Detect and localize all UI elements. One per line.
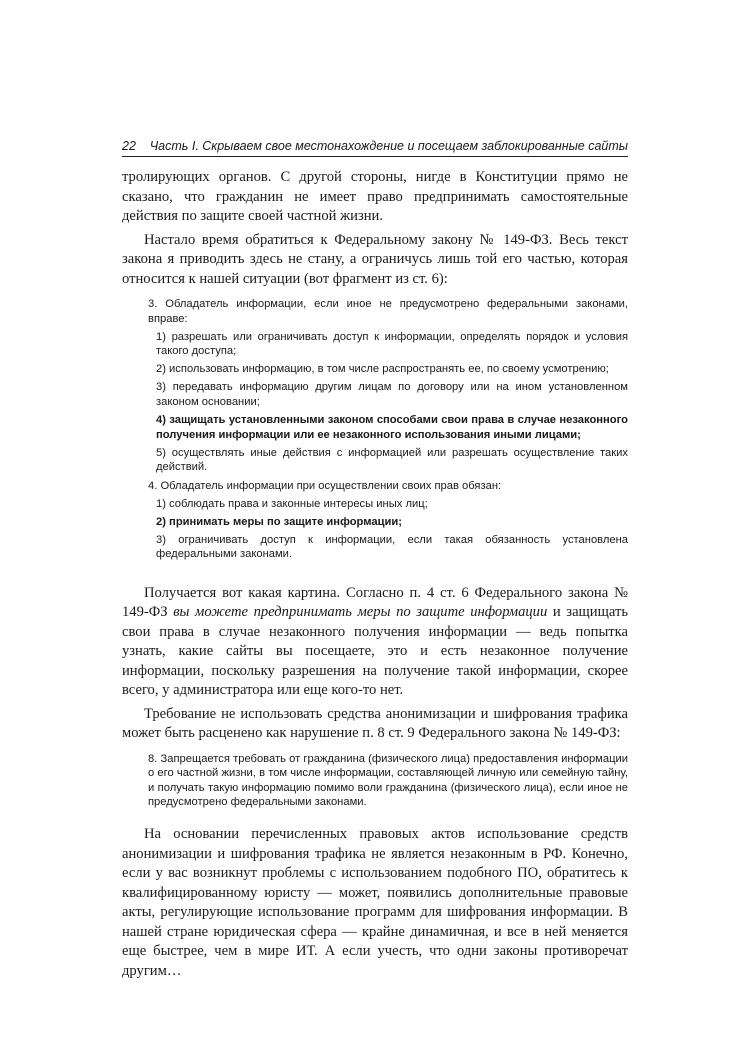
running-header [122, 138, 628, 157]
page-body [122, 168, 628, 981]
quote-item-3-4: 4) защищать установленными законом способами свои права в случае незаконного получения информации или ее незаконного использования иными лицами; [156, 414, 628, 441]
law-quote-article-6 [122, 297, 628, 562]
paragraph-requirement: Требование не использовать средства анонимизации и шифрования трафика может быть расценено как нарушение п. 8 ст. 9 Федерального закона № 149-ФЗ: [122, 705, 628, 741]
paragraph-law-intro: Настало время обратиться к Федеральному закону № 149-ФЗ. Весь текст закона я приводить здесь не стану, а ограничусь лишь той его частью, которая относится к нашей ситуации (вот фрагмент из ст. 6): [122, 231, 628, 287]
paragraph-conclusion-start: Получается вот какая картина. Согласно п. 4 ст. 6 Федерального закона № 149-ФЗ [122, 584, 628, 620]
paragraph-conclusion [122, 584, 628, 701]
paragraph-conclusion-end: и защищать свои права в случае незаконного получения информации — ведь попытка узнать, какие сайты вы посещаете, это и есть незаконное получение информации, поскольку разрешения на получение такой информации, скорее всего, у администратора или еще кого-то нет. [122, 604, 628, 698]
quote-item-8: 8. Запрещается требовать от гражданина (физического лица) предоставления информации о его частной жизни, в том числе информации, составляющей личную или семейную тайну, и получать такую информацию помимо воли гражданина (физического лица), если иное не предусмотрено федеральными законами. [148, 752, 628, 809]
quote-item-3: 3. Обладатель информации, если иное не предусмотрено федеральными законами, вправе: [148, 298, 628, 325]
quote-item-3-5: 5) осуществлять иные действия с информацией или разрешать осуществление таких действий. [156, 446, 628, 474]
paragraph-conclusion-emphasis: вы можете предпринимать меры по защите информации [173, 604, 548, 620]
running-title: Часть I. Скрываем свое местонахождение и посещаем заблокированные сайты [149, 139, 628, 153]
paragraph-summary: На основании перечисленных правовых актов использование средств анонимизации и шифрования трафика не является незаконным в РФ. Конечно, если у вас возникнут проблемы с использованием подобного ПО, обратитесь к квалифицированному юристу — может, появились дополнительные правовые акты, регулирующие использование программ для шифрования информации. В нашей стране юридическая сфера — крайне динамичная, и все в ней меняется еще быстрее, чем в мире ИТ. А если учесть, что одни законы противоречат другим… [122, 826, 628, 979]
quote-item-4-2: 2) принимать меры по защите информации; [156, 515, 402, 528]
quote-item-4-1: 1) соблюдать права и законные интересы иных лиц; [156, 497, 428, 510]
law-quote-article-9 [122, 752, 628, 810]
quote-item-3-1: 1) разрешать или ограничивать доступ к информации, определять порядок и условия такого доступа; [156, 330, 628, 358]
quote-item-4: 4. Обладатель информации при осуществлении своих прав обязан: [148, 479, 502, 492]
page-number: 22 [122, 139, 136, 153]
quote-item-4-3: 3) ограничивать доступ к информации, если такая обязанность установлена федеральными законами. [156, 533, 628, 561]
quote-item-3-2: 2) использовать информацию, в том числе распространять ее, по своему усмотрению; [156, 363, 609, 376]
quote-item-3-3: 3) передавать информацию другим лицам по договору или на ином установленном законом основании; [156, 381, 628, 409]
paragraph-continuation: тролирующих органов. С другой стороны, нигде в Конституции прямо не сказано, что гражданин не имеет право предпринимать самостоятельные действия по защите своей частной жизни. [122, 169, 628, 224]
